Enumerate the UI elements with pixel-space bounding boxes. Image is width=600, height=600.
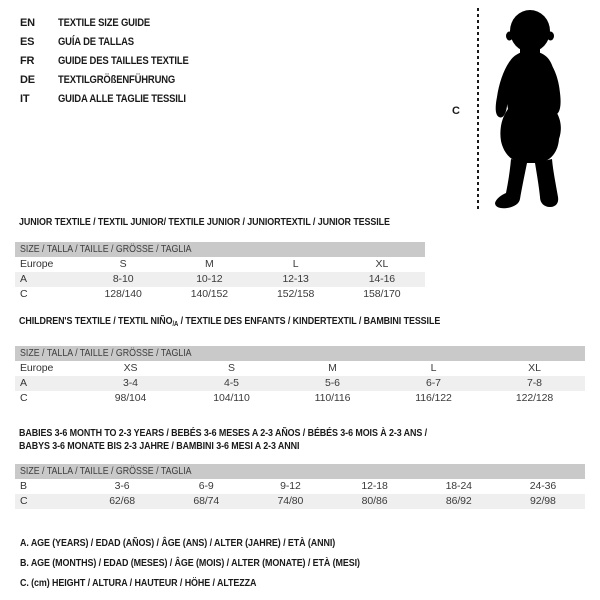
row-label: C [20,495,28,507]
size-cell: S [228,362,235,374]
row-label: C [20,392,28,404]
language-title-list [20,14,210,109]
language-title: GUIDA ALLE TAGLIE TESSILI [58,93,186,105]
size-cell: 5-6 [325,377,340,389]
language-title: TEXTILE SIZE GUIDE [58,17,151,29]
size-cell: 98/104 [114,392,147,404]
table-row-height [15,391,585,406]
row-label: Europe [20,258,54,270]
size-cell: 86/92 [445,495,472,507]
height-measure-label: C [452,105,460,117]
size-header-label: SIZE / TALLA / TAILLE / GRÖSSE / TAGLIA [20,465,192,477]
size-cell: 110/116 [314,392,351,404]
children-section-title: CHILDREN'S TEXTILE / TEXTIL $NIÑO_{/A}$ / TEXTILE DES ENFANTS / KINDERTEXTIL / BAMBINI TESSILE [19,315,441,328]
size-cell: 9-12 [280,480,301,492]
table-row-age [15,376,585,391]
language-code: EN [20,17,35,29]
size-cell: 140/152 [190,288,228,300]
size-cell: 3-4 [123,377,138,389]
size-cell: 116/122 [415,392,452,404]
language-title: TEXTILGRÖßENFÜHRUNG [58,74,176,86]
language-code: ES [20,36,35,48]
babies-size-table [15,464,585,509]
footnote-legend [20,533,420,593]
size-cell: XL [528,362,541,374]
baby-silhouette-icon [483,9,577,209]
language-code: FR [20,55,35,67]
size-cell: 8-10 [112,273,134,285]
language-row-it [20,90,210,109]
size-cell: 12-18 [361,480,388,492]
footnote-a: A. AGE (YEARS) / EDAD (AÑOS) / ÂGE (ANS) / ALTER (JAHRE) / ETÀ (ANNI) [20,537,336,549]
size-cell: 122/128 [515,392,554,404]
footnote-c: C. (cm) HEIGHT / ALTURA / HAUTEUR / HÖHE / ALTEZZA [20,577,257,589]
table-row-europe [15,257,425,272]
size-cell: 62/68 [109,495,135,507]
table-row-europe [15,361,585,376]
language-title: GUÍA DE TALLAS [58,36,134,48]
table-row-height [15,287,425,302]
size-cell: 104/110 [213,392,250,404]
size-cell: 24-36 [529,480,557,492]
size-cell: L [430,362,437,374]
size-cell: 128/140 [104,288,142,300]
language-code: IT [20,93,30,105]
size-cell: M [328,362,337,374]
junior-size-table [15,242,425,302]
size-cell: 10-12 [196,273,223,285]
height-measure-line [477,8,479,209]
footnote-b: B. AGE (MONTHS) / EDAD (MESES) / ÂGE (MOIS) / ALTER (MONATE) / ETÀ (MESI) [20,557,360,569]
size-cell: 14-16 [368,273,396,285]
size-cell: 158/170 [363,288,401,300]
size-cell: 74/80 [277,495,304,507]
size-header-label: SIZE / TALLA / TAILLE / GRÖSSE / TAGLIA [20,243,192,255]
language-title: GUIDE DES TAILLES TEXTILE [58,55,189,67]
size-header-bar [15,464,585,479]
row-label: A [20,377,27,389]
size-cell: 4-5 [224,377,239,389]
size-cell: 68/74 [193,495,220,507]
size-cell: 18-24 [445,480,472,492]
row-label: C [20,288,28,300]
size-cell: S [119,258,127,270]
row-label: A [20,273,27,285]
subscript-text: /A [172,321,179,328]
size-header-bar [15,346,585,361]
size-cell: 92/98 [530,495,556,507]
size-cell: 7-8 [527,377,542,389]
size-cell: L [292,258,299,270]
size-cell: 3-6 [114,480,130,492]
size-header-label: SIZE / TALLA / TAILLE / GRÖSSE / TAGLIA [20,347,192,359]
size-header-bar [15,242,425,257]
row-label: Europe [20,362,54,374]
size-cell: 80/86 [361,495,388,507]
babies-section-title: BABIES 3-6 MONTH TO 2-3 YEARS / BEBÉS 3-6 MESES A 2-3 AÑOS / BÉBÉS 3-6 MOIS À 2-3 ANS / BABYS 3-6 MONATE BIS 2-3 JAHRE / BAMBINI 3-6 MESI A 2-3 ANNI [19,427,428,452]
table-row-height [15,494,585,509]
language-row-es [20,33,210,52]
size-cell: 6-9 [198,480,214,492]
table-row-age-months [15,479,585,494]
size-cell: XL [375,258,389,270]
size-cell: 6-7 [426,377,441,389]
junior-section-title: JUNIOR TEXTILE / TEXTIL JUNIOR/ TEXTILE JUNIOR / JUNIORTEXTIL / JUNIOR TESSILE [19,216,390,228]
size-cell: XS [123,362,138,374]
language-code: DE [20,74,35,86]
language-row-en [20,14,210,33]
children-size-table [15,346,585,406]
size-cell: 152/158 [276,288,315,300]
size-cell: 12-13 [282,273,309,285]
row-label: B [20,480,27,492]
language-row-fr [20,52,210,71]
language-row-de [20,71,210,90]
table-row-age [15,272,425,287]
size-cell: M [205,258,214,270]
